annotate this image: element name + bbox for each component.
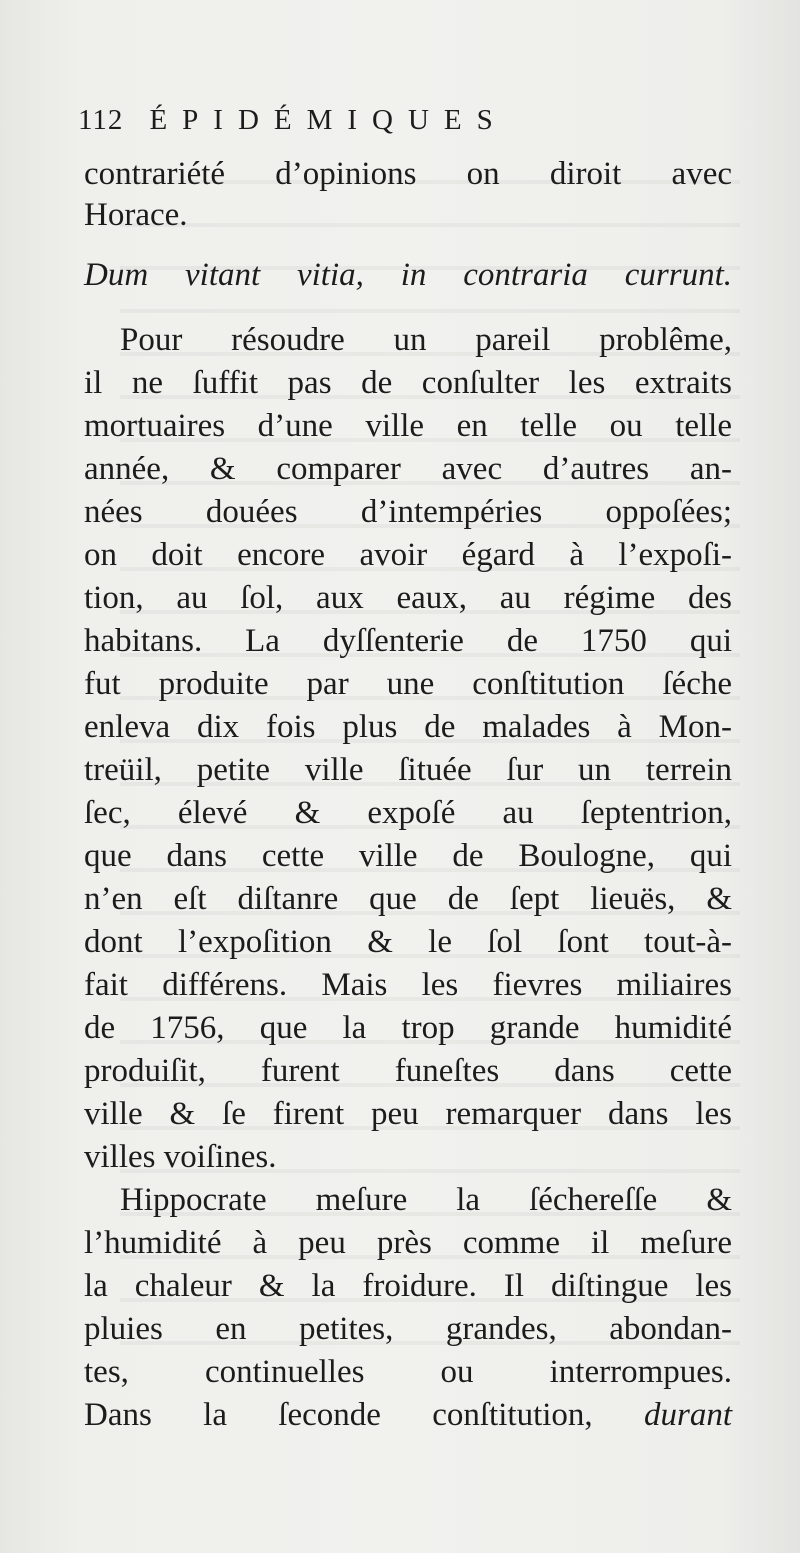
text-line: fait différens. Mais les fievres miliaires bbox=[84, 967, 732, 1003]
text-line: villes voiſines. bbox=[84, 1139, 277, 1175]
text-line: mortuaires d’une ville en telle ou telle bbox=[84, 408, 732, 444]
text-line: n’en eſt diſtanre que de ſept lieuës, & bbox=[84, 881, 732, 917]
text-segment: Dans la ſeconde conſtitution, bbox=[84, 1397, 593, 1433]
text-line: ville & ſe firent peu remarquer dans les bbox=[84, 1096, 732, 1132]
catchword: durant bbox=[644, 1397, 733, 1433]
running-head: ÉPIDÉMIQUES bbox=[149, 104, 508, 136]
text-line: l’humidité à peu près comme il meſure bbox=[84, 1225, 732, 1261]
text-line: treüil, petite ville ſituée ſur un terrein bbox=[84, 752, 732, 788]
text-line: produiſit, furent funeſtes dans cette bbox=[84, 1053, 732, 1089]
text-line: tes, continuelles ou interrompues. bbox=[84, 1354, 732, 1390]
text-line: contrariété d’opinions on diroit avec bbox=[84, 156, 732, 192]
latin-quotation: Dum vitant vitia, in contraria currunt. bbox=[84, 257, 732, 293]
text-line: nées douées d’intempéries oppoſées; bbox=[84, 494, 732, 530]
text-line: de 1756, que la trop grande humidité bbox=[84, 1010, 732, 1046]
text-line: que dans cette ville de Boulogne, qui bbox=[84, 838, 732, 874]
text-line: tion, au ſol, aux eaux, au régime des bbox=[84, 580, 732, 616]
text-line: année, & comparer avec d’autres an- bbox=[84, 451, 732, 487]
text-line: la chaleur & la froidure. Il diſtingue les bbox=[84, 1268, 732, 1304]
text-line-last bbox=[84, 1393, 732, 1437]
text-line: dont l’expoſition & le ſol ſont tout-à- bbox=[84, 924, 732, 960]
text-line: fut produite par une conſtitution ſéche bbox=[84, 666, 732, 702]
text-line: Horace. bbox=[84, 197, 188, 233]
text-line: pluies en petites, grandes, abondan- bbox=[84, 1311, 732, 1347]
text-line: il ne ſuffit pas de conſulter les extraits bbox=[84, 365, 732, 401]
text-line: enleva dix fois plus de malades à Mon- bbox=[84, 709, 732, 745]
text-line: habitans. La dyſſenterie de 1750 qui bbox=[84, 623, 732, 659]
paragraph-start: Pour résoudre un pareil problême, bbox=[120, 322, 732, 358]
text-line: ſec, élevé & expoſé au ſeptentrion, bbox=[84, 795, 732, 831]
page-header bbox=[78, 104, 730, 144]
paragraph-start: Hippocrate meſure la ſéchereſſe & bbox=[120, 1182, 732, 1218]
text-line: on doit encore avoir égard à l’expoſi- bbox=[84, 537, 732, 573]
page-number: 112 bbox=[78, 104, 124, 136]
